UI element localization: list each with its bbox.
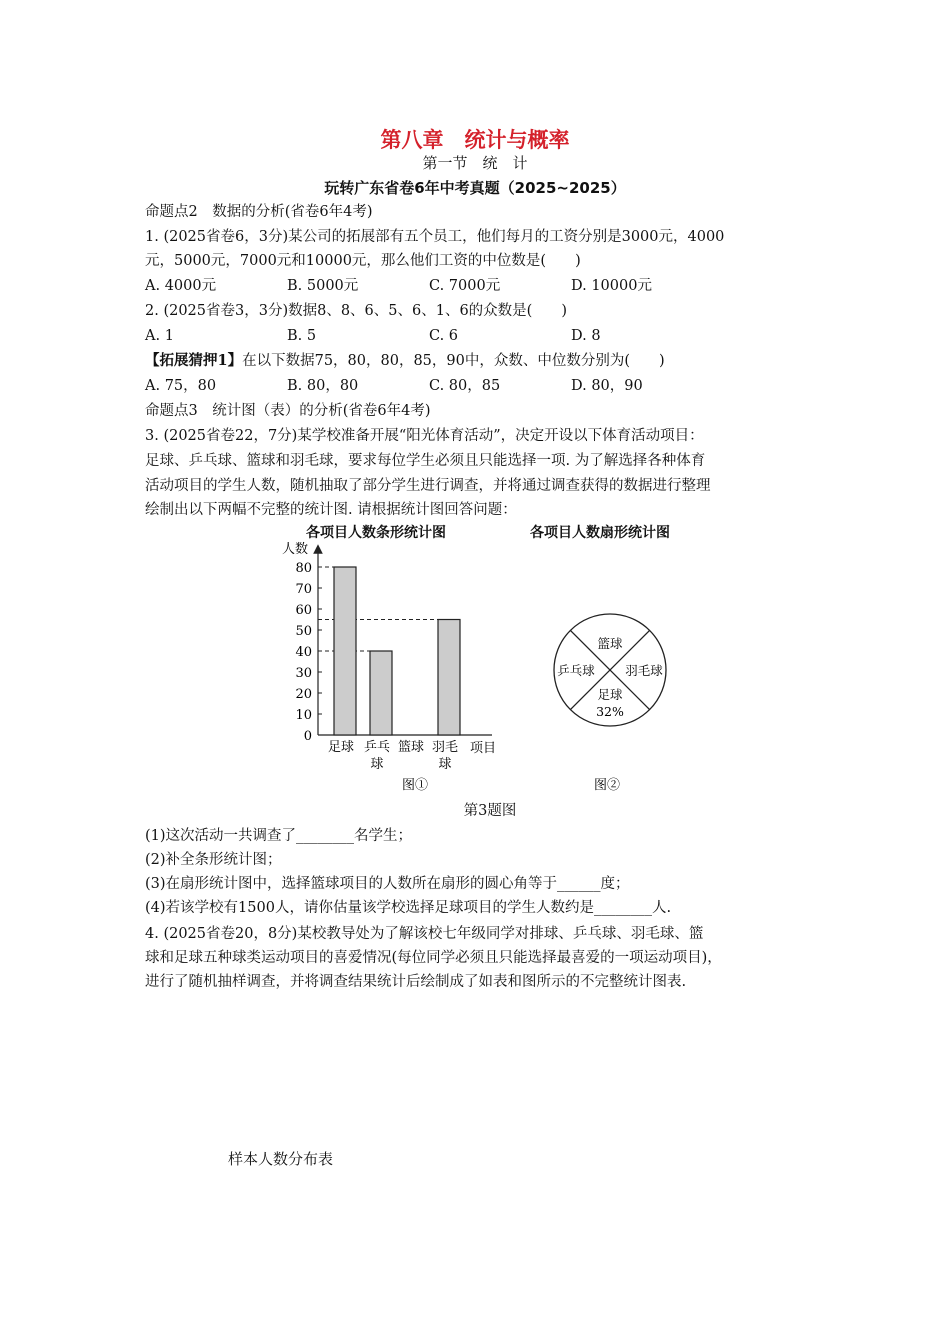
bar-category-label: 足球 xyxy=(327,740,355,755)
q4-line3: 进行了随机抽样调查，并将调查结果统计后绘制成了如表和图所示的不完整统计图表. xyxy=(145,974,687,990)
exam-subtitle: 玩转广东省卷6年中考真题（2025~2025） xyxy=(324,179,626,197)
q3-line1: 3. (2025省卷22，7分)某学校准备开展“阳光体育活动”，决定开设以下体育活动项目： xyxy=(145,428,704,444)
bar-chart-xlabel: 项目 xyxy=(470,741,497,756)
q1-option-d: D. 10000元 xyxy=(571,278,652,294)
pie-chart-title: 各项目人数扇形统计图 xyxy=(530,525,670,541)
q3-sub2: (2)补全条形统计图； xyxy=(145,852,282,868)
bar-category-label: 羽毛 xyxy=(431,740,459,755)
pie-football-percent: 32% xyxy=(596,704,624,719)
q2-option-d: D. 8 xyxy=(571,328,601,344)
bar-y-tick-label: 80 xyxy=(295,561,312,576)
q4-line2: 球和足球五种球类运动项目的喜爱情况(每位同学必须且只能选择最喜爱的一项运动项目)， xyxy=(145,950,722,966)
ext-option-a: A. 75，80 xyxy=(145,378,217,394)
pie-label-badminton: 羽毛球 xyxy=(625,663,663,678)
q3-line3: 活动项目的学生人数，随机抽取了部分学生进行调查，并将通过调查获得的数据进行整理 xyxy=(145,478,711,494)
bar-category-label: 球 xyxy=(370,757,384,772)
pie-label-basketball: 篮球 xyxy=(597,636,623,651)
table-title: 样本人数分布表 xyxy=(228,1150,334,1168)
q3-line2: 足球、乒乓球、篮球和羽毛球，要求每位学生必须且只能选择一项. 为了解选择各种体育 xyxy=(145,453,706,469)
bar-1 xyxy=(334,567,356,735)
bar-chart-ylabel: 人数 xyxy=(282,542,309,557)
q2-option-b: B. 5 xyxy=(287,328,317,344)
ext-option-c: C. 80，85 xyxy=(429,378,501,394)
q1-line1: 1. (2025省卷6，3分)某公司的拓展部有五个员工，他们每月的工资分别是3000元，4000 xyxy=(145,229,725,245)
q1-option-b: B. 5000元 xyxy=(287,278,359,294)
q3-sub1: (1)这次活动一共调查了________名学生； xyxy=(145,828,413,844)
bar-y-tick-label: 0 xyxy=(303,729,312,744)
bar-category-label: 乒乓 xyxy=(363,740,391,755)
bar-y-tick-label: 10 xyxy=(295,708,312,723)
topic2-heading: 命题点2 数据的分析(省卷6年4考) xyxy=(145,204,373,220)
q1-option-a: A. 4000元 xyxy=(145,278,217,294)
bar-chart xyxy=(270,535,520,797)
bar-category-label: 球 xyxy=(438,757,452,772)
pie-label-pingpong: 乒乓球 xyxy=(557,663,595,678)
pie-chart-caption: 图② xyxy=(593,778,621,793)
q3-sub4: (4)若该学校有1500人，请你估量该学校选择足球项目的学生人数约是________人. xyxy=(145,900,672,916)
q1-line2: 元，5000元，7000元和10000元，那么他们工资的中位数是( ) xyxy=(145,253,581,269)
ext-option-b: B. 80，80 xyxy=(287,378,359,394)
chapter-title: 第八章 统计与概率 xyxy=(380,128,570,152)
bar-y-tick-label: 70 xyxy=(295,582,312,597)
extension-tag: 【拓展猜押1】 xyxy=(145,352,243,369)
figure-caption: 第3题图 xyxy=(463,803,517,819)
bar-category-label: 篮球 xyxy=(397,740,425,755)
bar-y-tick-label: 40 xyxy=(295,645,312,660)
bar-2 xyxy=(370,651,392,735)
bar-y-tick-label: 60 xyxy=(295,603,312,618)
bar-chart-title: 各项目人数条形统计图 xyxy=(306,525,446,541)
bar-y-tick-label: 20 xyxy=(295,687,312,702)
q4-line1: 4. (2025省卷20，8分)某校教导处为了解该校七年级同学对排球、乒乓球、羽毛球、篮 xyxy=(145,926,704,942)
q2-option-c: C. 6 xyxy=(429,328,459,344)
q3-sub3: (3)在扇形统计图中，选择篮球项目的人数所在扇形的圆心角等于______度； xyxy=(145,876,630,892)
bar-y-tick-label: 30 xyxy=(295,666,312,681)
q3-line4: 绘制出以下两幅不完整的统计图. 请根据统计图回答问题： xyxy=(145,502,517,518)
bar-4 xyxy=(438,620,460,736)
pie-label-football: 足球 xyxy=(597,687,623,702)
topic3-heading: 命题点3 统计图（表）的分析(省卷6年4考) xyxy=(145,403,431,419)
q2-line1: 2. (2025省卷3，3分)数据8、8、6、5、6、1、6的众数是( ) xyxy=(145,303,567,319)
bar-chart-caption: 图① xyxy=(402,778,429,793)
pie-chart xyxy=(540,605,680,797)
section-title: 第一节 统 计 xyxy=(422,154,528,172)
extension-question xyxy=(145,351,665,371)
bar-y-tick-label: 50 xyxy=(295,624,312,639)
ext-option-d: D. 80，90 xyxy=(571,378,643,394)
q1-option-c: C. 7000元 xyxy=(429,278,501,294)
q2-option-a: A. 1 xyxy=(145,328,174,344)
extension-text: 在以下数据75，80，80，85，90中，众数、中位数分别为( ) xyxy=(242,353,665,369)
